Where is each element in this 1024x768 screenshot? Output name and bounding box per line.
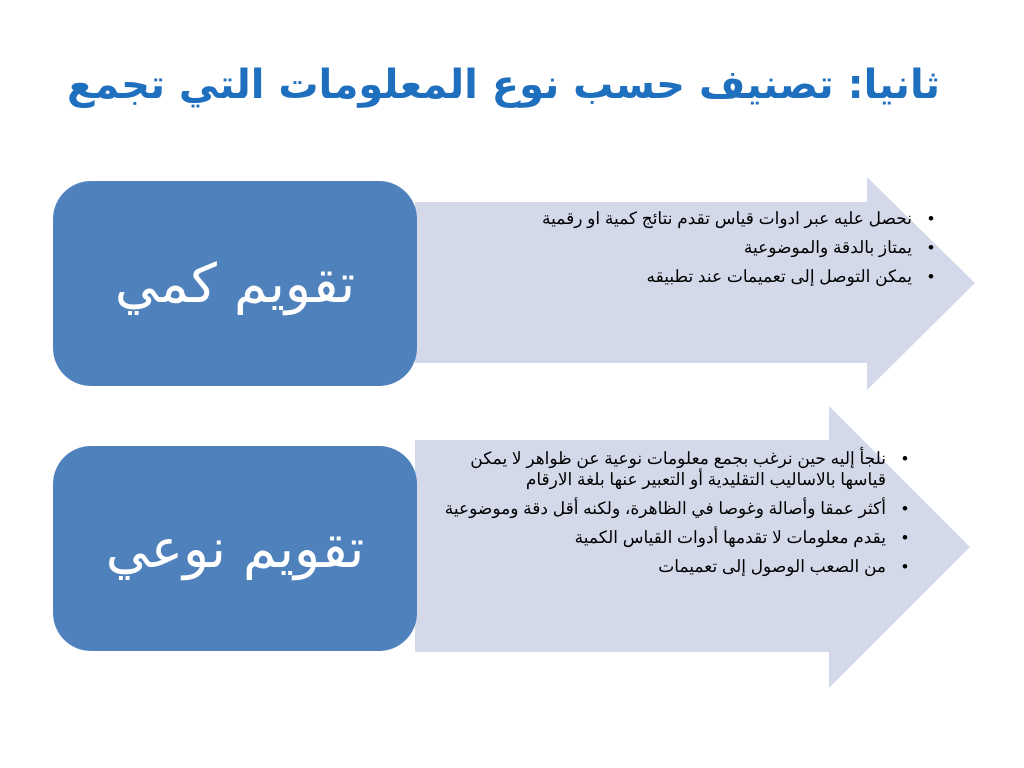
qualitative-evaluation-label: تقويم نوعي — [105, 517, 365, 580]
qualitative-evaluation-box — [53, 446, 417, 651]
bullet-item: • من الصعب الوصول إلى تعميمات — [438, 556, 886, 577]
bullet-item: • يمتاز بالدقة والموضوعية — [440, 237, 912, 258]
bullet-item: • نحصل عليه عبر ادوات قياس تقدم نتائج كمية او رقمية — [440, 208, 912, 229]
quantitative-evaluation-box — [53, 181, 417, 386]
bullet-item: • يمكن التوصل إلى تعميمات عند تطبيقه — [440, 266, 912, 287]
bullet-item: • أكثر عمقا وأصالة وغوصا في الظاهرة، ولكنه أقل دقة وموضوعية — [438, 498, 886, 519]
quantitative-evaluation-label: تقويم كمي — [114, 252, 356, 315]
bullet-item: • يقدم معلومات لا تقدمها أدوات القياس الكمية — [438, 527, 886, 548]
slide-title: ثانيا: تصنيف حسب نوع المعلومات التي تجمع — [66, 62, 940, 108]
bullet-item: • نلجأ إليه حين نرغب بجمع معلومات نوعية عن ظواهر لا يمكن قياسها بالاساليب التقليدية أو التعبير عنها بلغة الارقام — [438, 448, 886, 490]
quantitative-bullet-list — [440, 208, 936, 295]
qualitative-bullet-list — [438, 448, 910, 585]
